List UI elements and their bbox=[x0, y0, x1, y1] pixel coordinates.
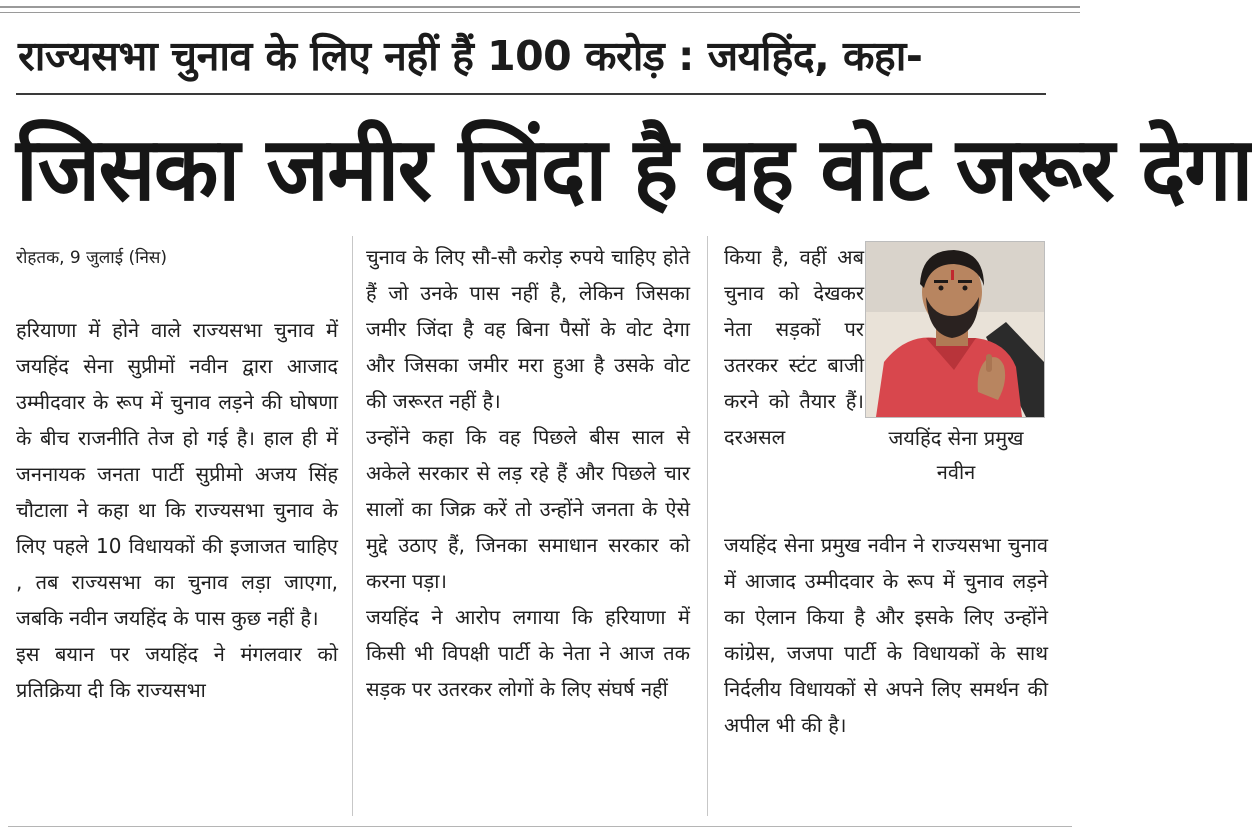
portrait-illustration bbox=[866, 242, 1044, 417]
paragraph: हरियाणा में होने वाले राज्यसभा चुनाव में जयहिंद सेना सुप्रीमों नवीन द्वारा आजाद उम्मीदवार के रूप में चुनाव लड़ने की घोषणा के बीच राजनीति तेज हो गई है। हाल ही में जननायक जनता पार्टी सुप्रीमो अजय सिंह चौटाला ने कहा था कि राज्यसभा चुनाव के लिए पहले 10 विधायकों की इजाजत चाहिए , तब राज्यसभा का चुनाव लड़ा जाएगा, जबकि नवीन जयहिंद के पास कुछ नहीं है। bbox=[16, 318, 338, 630]
photo-caption: जयहिंद सेना प्रमुख नवीन bbox=[888, 426, 1024, 484]
paragraph: उन्होंने कहा कि वह पिछले बीस साल से अकेले सरकार से लड़ रहे हैं और पिछले चार सालों का जिक्र करें तो उन्होंने जनता के ऐसे मुद्दे उठाए हैं, जिनका समाधान सरकार को करना पड़ा। bbox=[366, 425, 690, 593]
article-column-3-top bbox=[724, 239, 864, 455]
paragraph: इस बयान पर जयहिंद ने मंगलवार को प्रतिक्रिया दी कि राज्यसभा bbox=[16, 642, 338, 702]
dateline: रोहतक, 9 जुलाई (निस) bbox=[16, 248, 168, 268]
paragraph: चुनाव के लिए सौ-सौ करोड़ रुपये चाहिए होते हैं जो उनके पास नहीं है, लेकिन जिसका जमीर जिंदा है वह बिना पैसों के वोट देगा और जिसका जमीर मरा हुआ है उसके वोट की जरूरत नहीं है। bbox=[366, 245, 690, 413]
paragraph: जयहिंद सेना प्रमुख नवीन ने राज्यसभा चुनाव में आजाद उम्मीदवार के रूप में चुनाव लड़ने का ऐलान किया है और इसके लिए उन्होंने कांग्रेस, जजपा पार्टी के विधायकों के साथ निर्दलीय विधायकों से अपने लिए समर्थन की अपील भी की है। bbox=[724, 533, 1048, 737]
column-divider bbox=[707, 236, 708, 816]
main-headline: जिसका जमीर जिंदा है वह वोट जरूर देगा bbox=[16, 117, 1252, 221]
article-column-1 bbox=[16, 312, 338, 708]
article-column-2 bbox=[366, 239, 690, 707]
paragraph: जयहिंद ने आरोप लगाया कि हरियाणा में किसी भी विपक्षी पार्टी के नेता ने आज तक सड़क पर उतरकर लोगों के लिए संघर्ष नहीं bbox=[366, 605, 690, 701]
bottom-rule bbox=[8, 826, 1072, 827]
article-column-3-bottom bbox=[724, 527, 1048, 743]
portrait-photo bbox=[865, 241, 1045, 418]
kicker-headline: राज्यसभा चुनाव के लिए नहीं हैं 100 करोड़ : जयहिंद, कहा- bbox=[18, 32, 923, 80]
paragraph: किया है, वहीं अब चुनाव को देखकर नेता सड़कों पर उतरकर स्टंट बाजी करने को तैयार हैं। दरअसल bbox=[724, 245, 864, 449]
column-divider bbox=[352, 236, 353, 816]
kicker-divider bbox=[16, 93, 1046, 95]
top-rule-thin bbox=[0, 12, 1080, 13]
top-rule bbox=[0, 6, 1080, 8]
